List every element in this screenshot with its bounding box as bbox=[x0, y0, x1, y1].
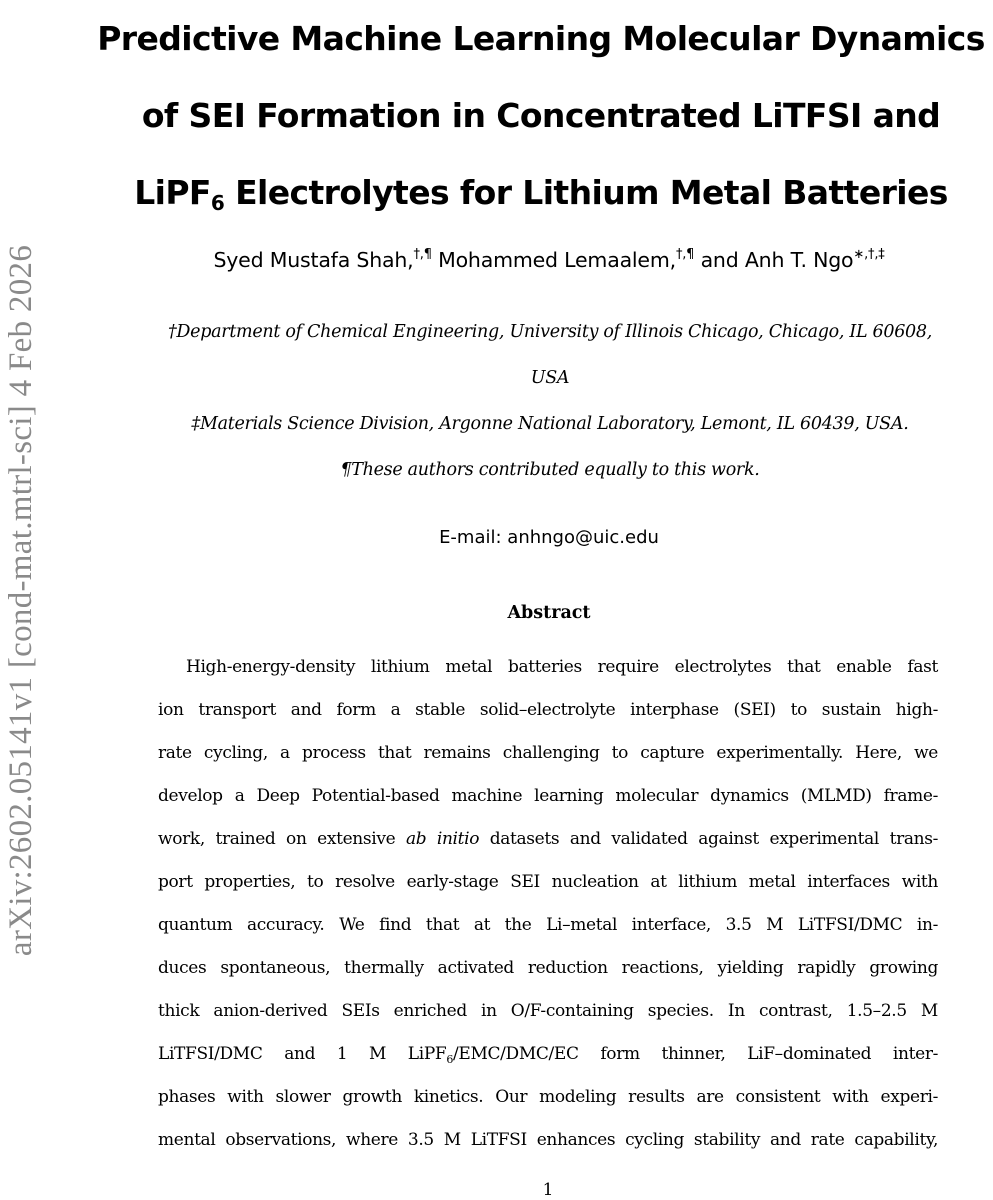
abstract-text: /EMC/DMC/EC form thinner, LiF–dominated inter- bbox=[453, 1044, 938, 1064]
abstract-line: High-energy-density lithium metal batteries require electrolytes that enable fast bbox=[186, 657, 938, 677]
affiliation-dept-line1: †Department of Chemical Engineering, University of Illinois Chicago, Chicago, IL 60608, bbox=[167, 322, 932, 342]
abstract-body bbox=[158, 652, 938, 1168]
author-name: Mohammed Lemaalem, bbox=[431, 248, 676, 272]
abstract-line: phases with slower growth kinetics. Our modeling results are consistent with experi- bbox=[158, 1087, 938, 1107]
abstract-line bbox=[158, 824, 938, 867]
abstract-line: quantum accuracy. We find that at the Li–metal interface, 3.5 M LiTFSI/DMC in- bbox=[158, 915, 938, 935]
corresponding-email: E-mail: anhngo@uic.edu bbox=[439, 527, 659, 548]
abstract-line: mental observations, where 3.5 M LiTFSI enhances cycling stability and rate capability, bbox=[158, 1130, 938, 1150]
abstract-line: rate cycling, a process that remains challenging to capture experimentally. Here, we bbox=[158, 743, 938, 763]
abstract-line: develop a Deep Potential-based machine learning molecular dynamics (MLMD) frame- bbox=[158, 786, 938, 806]
affiliation-dept-line2: USA bbox=[530, 368, 570, 388]
title-line-1: Predictive Machine Learning Molecular Dynamics bbox=[97, 19, 985, 58]
abstract-line: thick anion-derived SEIs enriched in O/F-containing species. In contrast, 1.5–2.5 M bbox=[158, 1001, 938, 1021]
abstract-line: ion transport and form a stable solid–electrolyte interphase (SEI) to sustain high- bbox=[158, 700, 938, 720]
arxiv-stamp bbox=[0, 0, 44, 1200]
author-name: Syed Mustafa Shah, bbox=[213, 248, 414, 272]
author-marks: †,¶ bbox=[413, 247, 432, 262]
title-line-3 bbox=[96, 154, 986, 231]
author-list bbox=[96, 248, 993, 272]
title-line-3-prefix: LiPF bbox=[134, 173, 211, 212]
abstract-text: work, trained on extensive bbox=[158, 829, 406, 849]
abstract-text: datasets and validated against experimental trans- bbox=[479, 829, 938, 849]
title-line-3-subscript: 6 bbox=[210, 191, 225, 215]
equal-contribution-note: ¶These authors contributed equally to this work. bbox=[340, 460, 760, 480]
arxiv-stamp-text: arXiv:2602.05141v1 [cond-mat.mtrl-sci] 4 Feb 2026 bbox=[3, 244, 40, 956]
page-number: 1 bbox=[542, 1180, 554, 1200]
abstract-heading: Abstract bbox=[507, 603, 591, 623]
title-line-3-suffix: Electrolytes for Lithium Metal Batteries bbox=[224, 173, 948, 212]
author-marks: †,¶ bbox=[675, 247, 695, 262]
abstract-line: duces spontaneous, thermally activated reduction reactions, yielding rapidly growing bbox=[158, 958, 938, 978]
abstract-text: LiTFSI/DMC and 1 M LiPF bbox=[158, 1044, 447, 1064]
title-line-2: of SEI Formation in Concentrated LiTFSI and bbox=[141, 96, 941, 135]
abstract-italic-term: ab initio bbox=[405, 829, 480, 849]
author-marks: ∗,†,‡ bbox=[853, 247, 885, 262]
affiliation-argonne: ‡Materials Science Division, Argonne National Laboratory, Lemont, IL 60439, USA. bbox=[191, 414, 909, 434]
abstract-line bbox=[158, 1039, 938, 1082]
abstract-line: port properties, to resolve early-stage SEI nucleation at lithium metal interfaces with bbox=[158, 872, 938, 892]
abstract-subscript: 6 bbox=[446, 1053, 454, 1066]
paper-title bbox=[96, 0, 986, 231]
author-name: and Anh T. Ngo bbox=[694, 248, 854, 272]
